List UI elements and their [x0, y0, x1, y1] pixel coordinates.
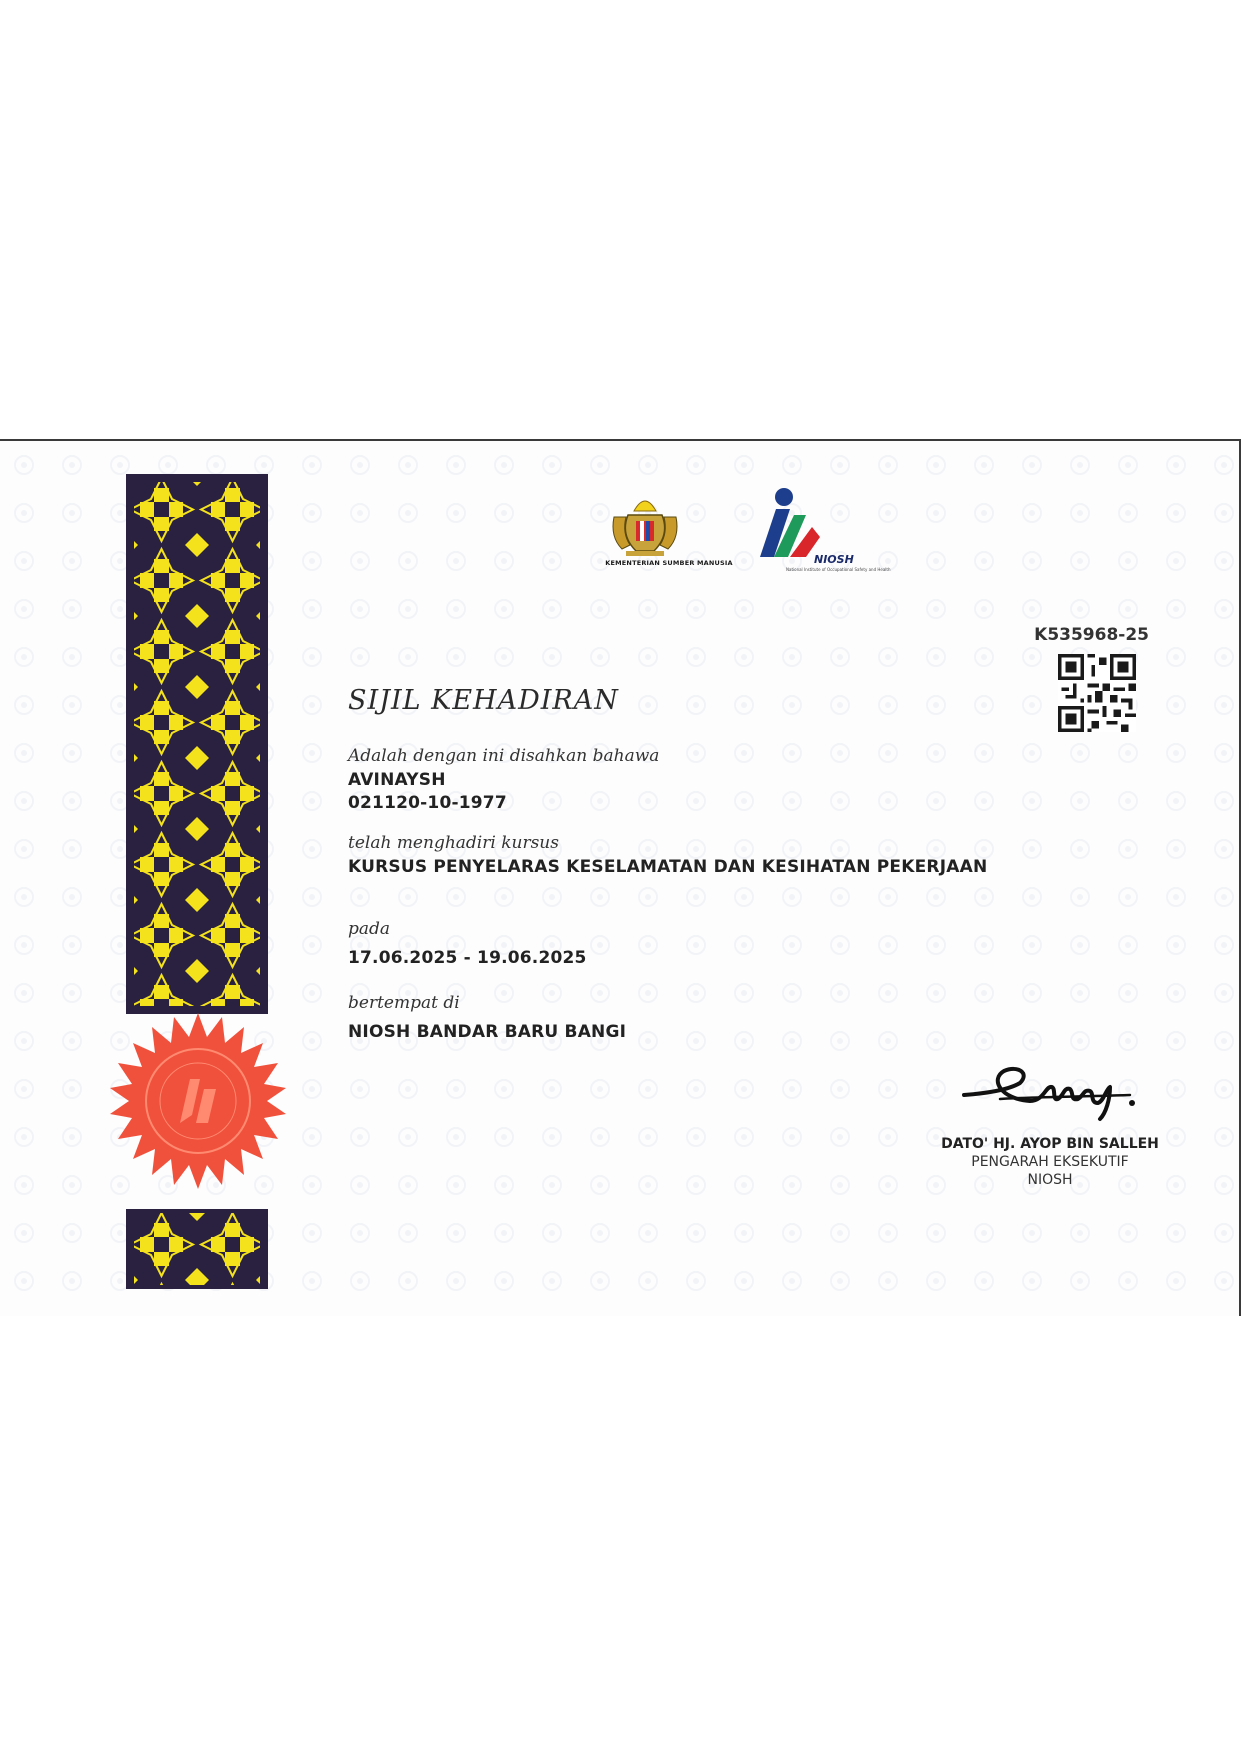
course-name: KURSUS PENYELARAS KESELAMATAN DAN KESIHATAN PEKERJAAN [348, 857, 988, 877]
participant-id: 021120-10-1977 [348, 793, 507, 813]
date-intro-text: pada [348, 919, 391, 939]
certificate-serial-number: K535968-25 [1034, 625, 1149, 645]
niosh-logo-text: NIOSH [814, 553, 854, 566]
certificate-sheet [0, 439, 1241, 1316]
niosh-logo-subtitle: National Institute of Occupational Safety and Health [786, 567, 891, 572]
certificate-title: SIJIL KEHADIRAN [348, 685, 619, 716]
signatory-block [900, 1136, 1200, 1188]
signatory-org: NIOSH [1027, 1172, 1073, 1188]
participant-name: AVINAYSH [348, 770, 446, 790]
geometric-pattern-icon [126, 1209, 268, 1289]
ministry-label: KEMENTERIAN SUMBER MANUSIA [605, 559, 733, 567]
intro-text: Adalah dengan ini disahkan bahawa [348, 746, 660, 766]
ornamental-band-top [126, 474, 268, 1014]
signatory-role: PENGARAH EKSEKUTIF [971, 1154, 1129, 1170]
qr-code-icon[interactable] [1058, 654, 1136, 732]
course-date-range: 17.06.2025 - 19.06.2025 [348, 948, 587, 968]
course-venue: NIOSH BANDAR BARU BANGI [348, 1022, 627, 1042]
red-seal-stamp [110, 1013, 286, 1189]
ornamental-band-bottom [126, 1209, 268, 1289]
coat-of-arms-icon [613, 501, 677, 556]
niosh-logo-icon [760, 488, 820, 557]
course-intro-text: telah menghadiri kursus [348, 833, 559, 853]
signatory-name: DATO' HJ. AYOP BIN SALLEH [941, 1136, 1159, 1152]
geometric-pattern-icon [126, 474, 268, 1014]
venue-intro-text: bertempat di [348, 993, 460, 1013]
handwritten-signature [960, 1059, 1140, 1123]
